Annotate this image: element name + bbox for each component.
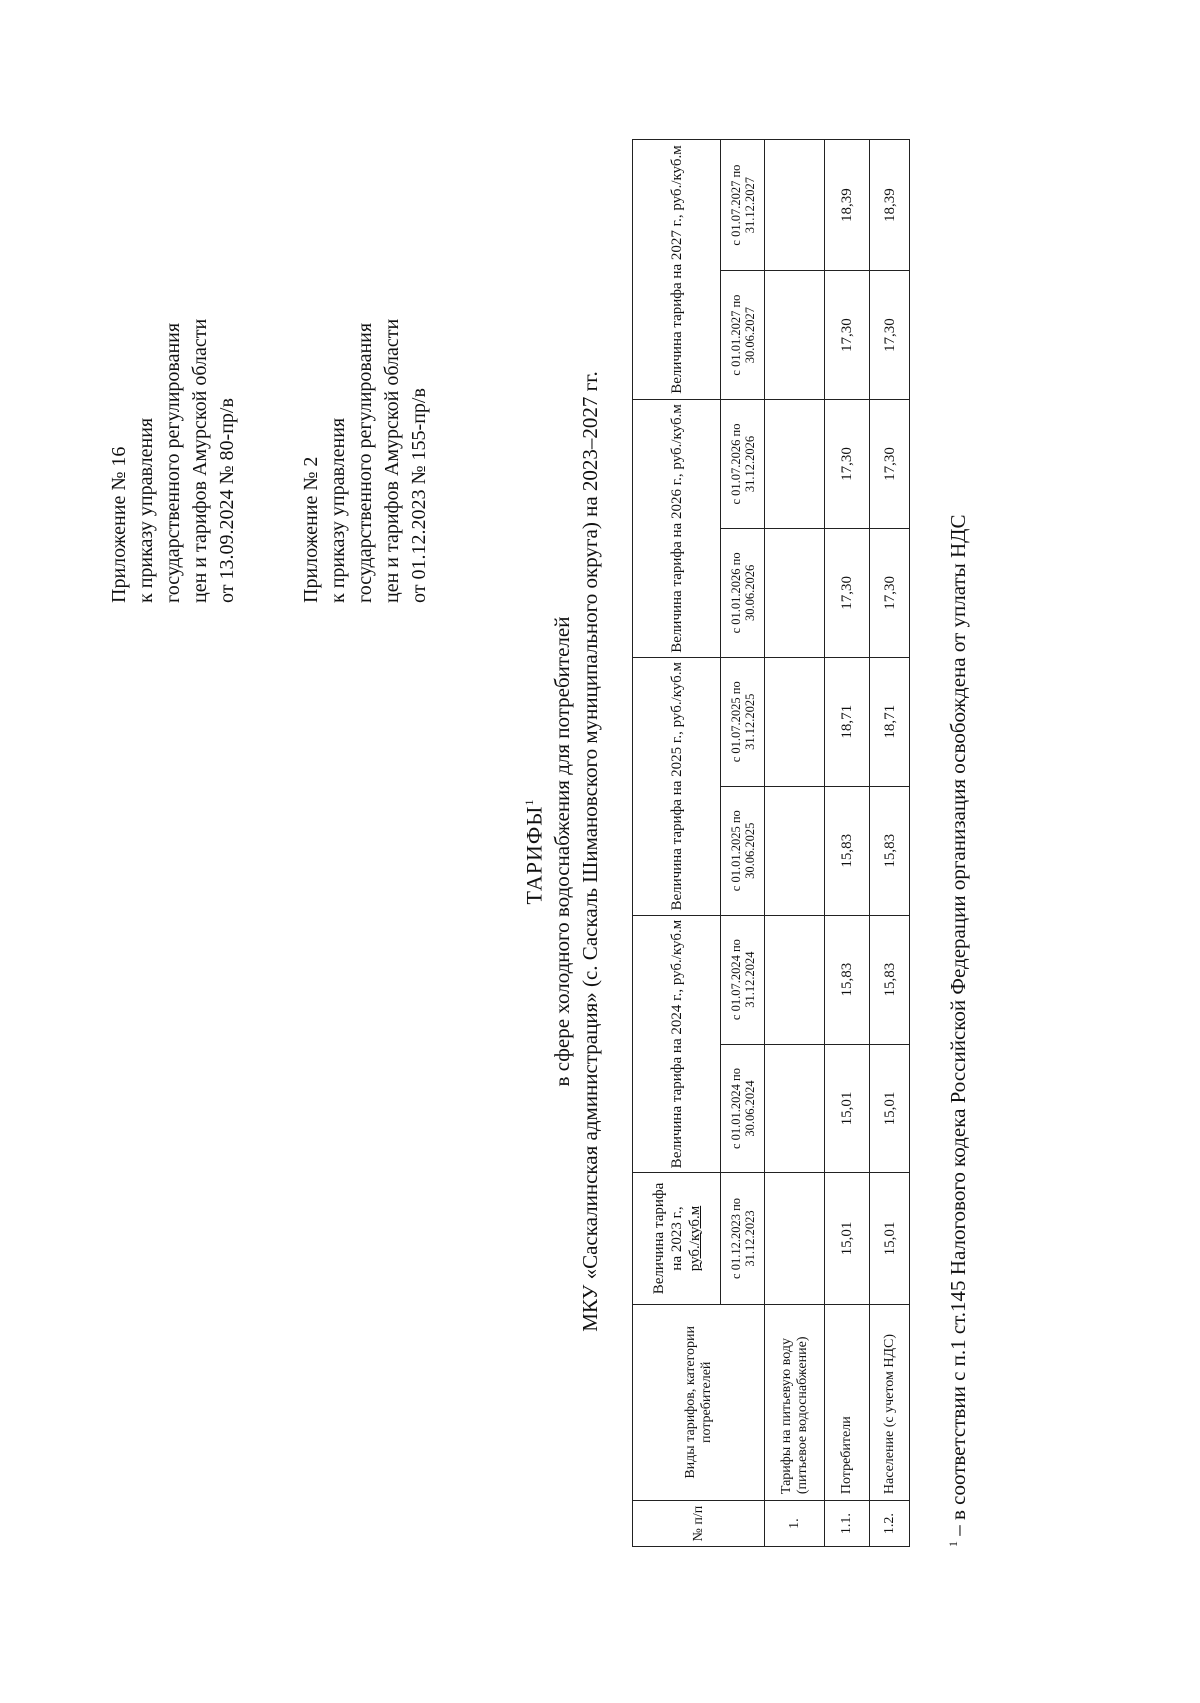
row-number: 1.1.: [825, 1501, 870, 1547]
column-header-2024: Величина тарифа на 2024 г., руб./куб.м: [633, 915, 721, 1173]
approval-line: от 13.09.2024 № 80-пр/в: [216, 398, 238, 603]
document-title-block: [515, 0, 604, 1703]
tariff-cell: 17,30: [870, 528, 910, 657]
column-header-type: Виды тарифов, категории потребителей: [633, 1304, 765, 1501]
tariff-cell: [765, 528, 825, 657]
tariff-cell: [765, 140, 825, 271]
tariff-cell: [765, 1044, 825, 1173]
approval-stamp-original: [298, 319, 433, 603]
tariff-cell: 15,83: [870, 915, 910, 1044]
row-category: Тарифы на питьевую воду (питьевое водоснабжение): [765, 1304, 825, 1501]
period-header: с 01.07.2024 по 31.12.2024: [721, 915, 765, 1044]
row-category: Потребители: [825, 1304, 870, 1501]
tariff-cell: [765, 657, 825, 786]
tariff-cell: [765, 400, 825, 529]
tariff-cell: 15,01: [825, 1173, 870, 1304]
row-number: 1.: [765, 1501, 825, 1547]
tariff-cell: 18,71: [825, 657, 870, 786]
tariff-cell: 15,01: [825, 1044, 870, 1173]
header-2023-text: Величина тарифа на 2023 г.,: [650, 1182, 685, 1295]
tariff-cell: 18,71: [870, 657, 910, 786]
document-subtitle-organization: МКУ «Саскалинская администрация» (с. Саскаль Шимановского муниципального округа) на 2023–2027 гг.: [578, 371, 603, 1332]
table-row: [870, 140, 910, 1547]
tariff-cell: 18,39: [825, 140, 870, 271]
tariff-table: [632, 139, 910, 1547]
tariff-cell: 18,39: [870, 140, 910, 271]
tariff-cell: [765, 915, 825, 1044]
column-header-2026: Величина тарифа на 2026 г., руб./куб.м: [633, 400, 721, 658]
tariff-cell: 17,30: [825, 400, 870, 529]
tariff-cell: 17,30: [870, 400, 910, 529]
tariff-cell: [765, 1173, 825, 1304]
tariff-cell: 15,83: [870, 786, 910, 915]
period-header: с 01.07.2025 по 31.12.2025: [721, 657, 765, 786]
title-footnote-mark: 1: [522, 798, 536, 806]
tariff-cell: 15,83: [825, 786, 870, 915]
row-number: 1.2.: [870, 1501, 910, 1547]
period-header: с 01.07.2026 по 31.12.2026: [721, 400, 765, 529]
table-row: [765, 140, 825, 1547]
column-header-number: № п/п: [633, 1501, 765, 1547]
column-header-2023: [633, 1173, 721, 1304]
tariff-cell: 15,01: [870, 1044, 910, 1173]
document-title: [515, 0, 548, 1703]
approval-line: цен и тарифов Амурской области: [189, 318, 211, 603]
period-header: с 01.12.2023 по 31.12.2023: [721, 1173, 765, 1304]
column-header-2027: Величина тарифа на 2027 г., руб./куб.м: [633, 140, 721, 400]
tariff-cell: 17,30: [825, 528, 870, 657]
approval-line: от 01.12.2023 № 155-пр/в: [408, 388, 430, 603]
period-header: с 01.01.2025 по 30.06.2025: [721, 786, 765, 915]
footnote-mark: 1: [946, 1541, 960, 1547]
document-subtitle: в сфере холодного водоснабжения для потребителей: [550, 616, 575, 1087]
period-header: с 01.01.2024 по 30.06.2024: [721, 1044, 765, 1173]
approval-line: государственного регулирования: [354, 322, 376, 603]
tariff-cell: [765, 271, 825, 400]
tariff-cell: 17,30: [825, 271, 870, 400]
approval-line: цен и тарифов Амурской области: [381, 318, 403, 603]
approval-line: государственного регулирования: [162, 322, 184, 603]
tariff-cell: 15,83: [825, 915, 870, 1044]
tariff-cell: 17,30: [870, 271, 910, 400]
header-2023-unit: руб./куб.м: [686, 1205, 703, 1272]
footnote-text: – в соответствии с п.1 ст.145 Налогового кодека Российской Федерации организация освобождена от уплаты НДС: [946, 514, 970, 1541]
approval-line: Приложение № 16: [108, 446, 130, 603]
period-header: с 01.07.2027 по 31.12.2027: [721, 140, 765, 271]
column-header-2025: Величина тарифа на 2025 г., руб./куб.м: [633, 657, 721, 915]
row-category: Население (с учетом НДС): [870, 1304, 910, 1501]
tariff-cell: 15,01: [870, 1173, 910, 1304]
table-row: [825, 140, 870, 1547]
title-text: ТАРИФЫ: [521, 805, 547, 905]
approval-stamp-current: [106, 319, 241, 603]
table-header-row: [633, 140, 721, 1547]
period-header: с 01.01.2026 по 30.06.2026: [721, 528, 765, 657]
period-header: с 01.01.2027 по 30.06.2027: [721, 271, 765, 400]
footnote: [946, 514, 971, 1547]
approval-line: Приложение № 2: [300, 456, 322, 603]
approval-line: к приказу управления: [327, 417, 349, 603]
tariff-cell: [765, 786, 825, 915]
approval-line: к приказу управления: [135, 417, 157, 603]
